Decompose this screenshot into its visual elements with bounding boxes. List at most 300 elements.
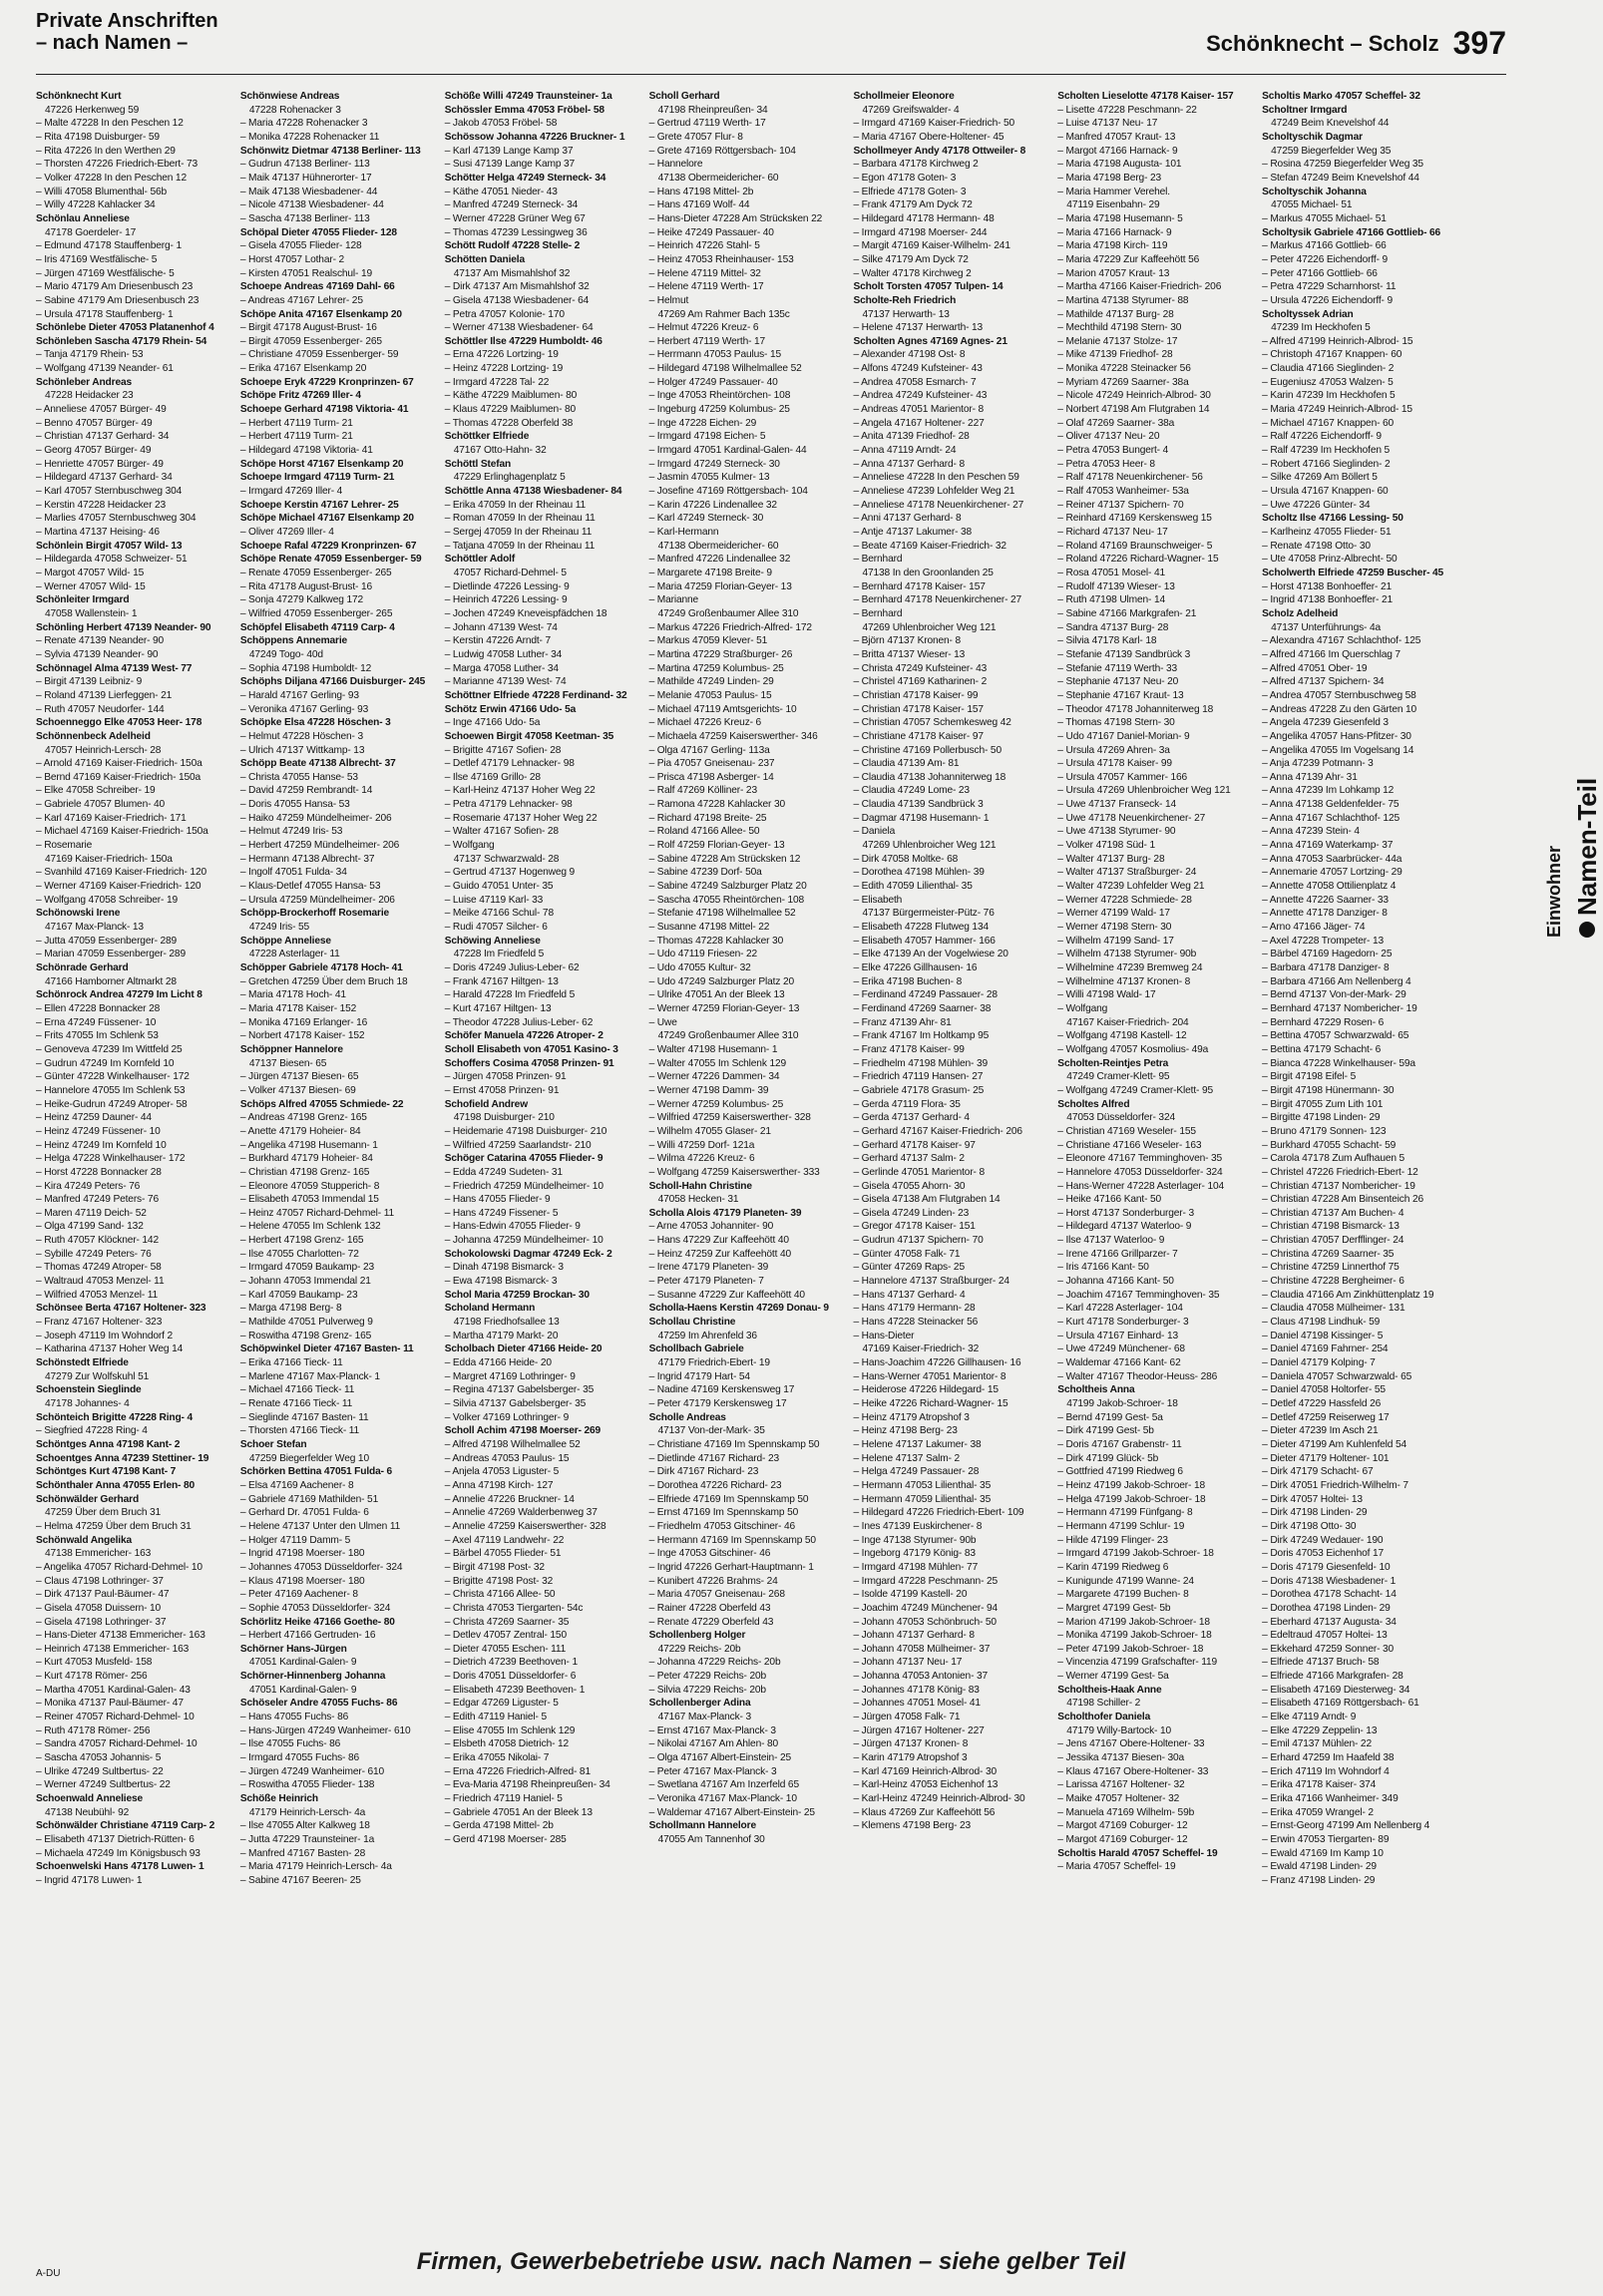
directory-entry: – Christine 47169 Pollerbusch- 50 (853, 744, 1002, 756)
directory-entry: Scholtes Alfred (1057, 1098, 1130, 1110)
directory-entry: – Antje 47137 Lakumer- 38 (853, 527, 973, 538)
directory-entry: – Elisabeth 47169 Diesterweg- 34 (1262, 1684, 1410, 1696)
directory-entry: – Markus 47166 Gottlieb- 66 (1262, 240, 1387, 252)
directory-entry: – Ingrid 47226 Gerhart-Hauptmann- 1 (648, 1561, 814, 1573)
directory-entry: – Heinz 47199 Jakob-Schroer- 18 (1057, 1479, 1205, 1491)
directory-entry: – Bernhard 47137 Nombericher- 19 (1262, 1002, 1417, 1014)
directory-entry: – Wolfgang 47057 Kosmolius- 49a (1057, 1043, 1209, 1055)
directory-entry: – Waldemar 47167 Albert-Einstein- 25 (648, 1806, 815, 1818)
directory-entry: – Maria 47228 Rohenacker 3 (239, 118, 368, 130)
directory-entry: – Gabriele 47178 Grasum- 25 (853, 1084, 985, 1096)
directory-entry: – Werner 47199 Wald- 17 (1057, 908, 1170, 920)
directory-entry: – Irmgard 47198 Eichen- 5 (648, 431, 766, 443)
directory-entry: – Daniela 47057 Schwarzwald- 65 (1262, 1370, 1412, 1382)
directory-entry: – Dirk 47058 Moltke- 68 (853, 853, 959, 865)
directory-entry: – Claudia 47139 Am- 81 (853, 758, 960, 770)
directory-entry: – Michael 47166 Tieck- 11 (239, 1384, 355, 1396)
directory-entry: Schönknecht Kurt (36, 91, 122, 102)
directory-entry: – Uwe 47178 Neuenkirchener- 27 (1057, 812, 1206, 824)
section-title (36, 10, 218, 54)
directory-entry: – Peter 47179 Planeten- 7 (648, 1276, 764, 1288)
section-title-line1: Private Anschriften (36, 10, 218, 32)
directory-entry: – Monika 47137 Paul-Bäumer- 47 (36, 1698, 184, 1710)
directory-entry: Schötten Daniela (444, 253, 525, 265)
directory-entry: Schönowski Irene (36, 908, 121, 920)
directory-entry: – Christian 47137 Gerhard- 34 (36, 431, 170, 443)
directory-entry: – Horst 47138 Bonhoeffer- 21 (1262, 580, 1392, 592)
directory-entry: – Annelie 47226 Bruckner- 14 (444, 1493, 575, 1505)
directory-entry: – Benno 47057 Bürger- 49 (36, 417, 153, 429)
directory-entry: – Werner 47249 Sultbertus- 22 (36, 1779, 171, 1791)
directory-entry: – Marianne (648, 594, 699, 606)
directory-entry: – Stephanie 47167 Kraut- 13 (1057, 689, 1184, 701)
directory-entry: 47137 Am Mismahlshof 32 (453, 267, 571, 279)
directory-entry: – Ingolf 47051 Fulda- 34 (239, 867, 347, 879)
directory-entry: – Erwin 47053 Tiergarten- 89 (1262, 1834, 1390, 1845)
directory-entry: – Edmund 47178 Stauffenberg- 1 (36, 240, 182, 252)
directory-entry: – Stefanie 47119 Werth- 33 (1057, 662, 1178, 674)
directory-entry: – Günter 47228 Winkelhauser- 172 (36, 1071, 190, 1083)
directory-entry: – Hannelore (648, 159, 703, 171)
directory-entry: – Anja 47239 Potmann- 3 (1262, 758, 1374, 770)
directory-entry: – Hans-Dieter 47138 Emmericher- 163 (36, 1630, 205, 1642)
footer-note: Firmen, Gewerbebetriebe usw. nach Namen – siehe gelber Teil (416, 2248, 1126, 2275)
directory-entry: – Heike 47166 Kant- 50 (1057, 1194, 1162, 1206)
directory-entry: – Peter 47167 Max-Planck- 3 (648, 1765, 777, 1777)
directory-entry: – Gerlinde 47051 Marientor- 8 (853, 1166, 985, 1178)
directory-entry: Schöpe Renate 47059 Essenberger- 59 (239, 554, 422, 566)
directory-entry: – Karl 47169 Kaiser-Friedrich- 171 (36, 812, 187, 824)
section-title-line2: – nach Namen – (36, 32, 189, 54)
directory-entry: – Thorsten 47166 Tieck- 11 (239, 1425, 360, 1437)
directory-entry: – Marga 47198 Berg- 8 (239, 1303, 342, 1315)
directory-entry: – Irmgard 47228 Peschmann- 25 (853, 1575, 999, 1587)
directory-entry: Schönthaler Anna 47055 Erlen- 80 (36, 1479, 196, 1491)
directory-entry: – Heike 47226 Richard-Wagner- 15 (853, 1398, 1008, 1409)
directory-entry: – Roman 47059 In der Rheinau 11 (444, 513, 596, 525)
directory-entry: – Hans 47179 Hermann- 28 (853, 1303, 976, 1315)
directory-entry: – Jutta 47059 Essenberger- 289 (36, 935, 178, 947)
directory-entry: – Jürgen 47058 Falk- 71 (853, 1712, 961, 1723)
directory-entry: – Gerhard 47178 Kaiser- 97 (853, 1139, 976, 1151)
directory-entry: – Haiko 47259 Mündelheimer- 206 (239, 812, 392, 824)
directory-entry: – Marlies 47057 Sternbuschweg 304 (36, 513, 197, 525)
directory-entry: – Annelie 47269 Walderbenweg 37 (444, 1507, 598, 1519)
directory-entry: – Volker 47169 Lothringer- 9 (444, 1411, 570, 1423)
directory-entry: – Irmgard 47059 Baukamp- 23 (239, 1262, 374, 1274)
directory-entry: – Roswitha 47198 Grenz- 165 (239, 1330, 372, 1341)
directory-entry: – Kunibert 47226 Brahms- 24 (648, 1575, 778, 1587)
directory-entry: – Gudrun 47137 Spichern- 70 (853, 1235, 984, 1247)
directory-entry: – Johanna 47166 Kant- 50 (1057, 1276, 1174, 1288)
directory-entry: Schönwitz Dietmar 47138 Berliner- 113 (239, 145, 421, 157)
directory-entry: – Claudia 47166 Am Zinkhüttenplatz 19 (1262, 1289, 1434, 1301)
directory-entry: – Detlef 47179 Lehnacker- 98 (444, 758, 575, 770)
directory-entry: 47198 Rheinpreußen- 34 (657, 104, 768, 116)
directory-entry: – Annette 47178 Danziger- 8 (1262, 908, 1388, 920)
directory-entry: – Bernhard 47178 Kaiser- 157 (853, 580, 986, 592)
directory-entry: – Inge 47138 Styrumer- 90b (853, 1534, 977, 1546)
directory-entry: – Elsa 47169 Aachener- 8 (239, 1479, 354, 1491)
directory-entry: – Hildegard 47137 Waterloo- 9 (1057, 1221, 1192, 1233)
directory-entry: – Wolfgang 47198 Kastell- 12 (1057, 1030, 1187, 1042)
directory-entry: – Olaf 47269 Saarner- 38a (1057, 417, 1175, 429)
directory-entry: – Dirk 47051 Friedrich-Wilhelm- 7 (1262, 1479, 1408, 1491)
directory-entry: – Dagmar 47198 Husemann- 1 (853, 812, 990, 824)
directory-entry: – Helene 47137 Unter den Ulmen 11 (239, 1520, 401, 1532)
directory-entry: 47137 Von-der-Mark- 35 (657, 1425, 765, 1437)
directory-entry: – Birgit 47139 Leibniz- 9 (36, 676, 143, 688)
directory-entry: – Sylvia 47139 Neander- 90 (36, 648, 159, 660)
directory-entry: 47138 Neubühl- 92 (45, 1806, 130, 1818)
directory-entry: – Thomas 47249 Atroper- 58 (36, 1262, 162, 1274)
directory-entry: – Erika 47055 Nikolai- 7 (444, 1752, 550, 1764)
directory-entry: – Peter 47169 Aachener- 8 (239, 1589, 358, 1601)
directory-entry: – Margot 47057 Wild- 15 (36, 567, 145, 578)
directory-entry: – Irmgard 47198 Moerser- 244 (853, 226, 988, 238)
directory-entry: 47279 Zur Wolfskuhl 51 (45, 1370, 150, 1382)
directory-entry: 47058 Wallenstein- 1 (45, 607, 138, 619)
directory-entry: – Käthe 47051 Nieder- 43 (444, 186, 558, 197)
directory-entry: – Doris 47051 Düsseldorfer- 6 (444, 1671, 577, 1683)
directory-entry: – Hermann 47169 Im Spennskamp 50 (648, 1534, 816, 1546)
directory-entry: – Marion 47199 Jakob-Schroer- 18 (1057, 1616, 1210, 1628)
directory-entry: 47269 Uhlenbroicher Weg 121 (862, 621, 997, 633)
directory-entry: – Käthe 47229 Maiblumen- 80 (444, 390, 578, 402)
directory-entry: – Detlev 47057 Zentral- 150 (444, 1630, 567, 1642)
directory-entry: – Renate 47229 Oberfeld 43 (648, 1616, 774, 1628)
directory-entry: – Gudrun 47138 Berliner- 113 (239, 159, 370, 171)
directory-entry: – Hans-Werner 47228 Asterlager- 104 (1057, 1180, 1225, 1192)
directory-entry: – Willy 47228 Kahlacker 34 (36, 199, 156, 211)
directory-entry: – Irmgard 47199 Jakob-Schroer- 18 (1057, 1548, 1214, 1560)
directory-entry: – Erna 47226 Friedrich-Alfred- 81 (444, 1765, 591, 1777)
directory-entry: – Bianca 47228 Winkelhauser- 59a (1262, 1057, 1415, 1069)
directory-entry: – Christian 47228 Am Binsenteich 26 (1262, 1194, 1423, 1206)
directory-entry: – Grete 47169 Röttgersbach- 104 (648, 145, 796, 157)
directory-entry: – Dieter 47239 Im Asch 21 (1262, 1425, 1379, 1437)
directory-entry: – Maik 47137 Hühnerorter- 17 (239, 172, 372, 184)
directory-entry: – Helmut 47228 Höschen- 3 (239, 730, 363, 742)
directory-entry: – Ewald 47198 Linden- 29 (1262, 1861, 1377, 1873)
directory-entry: – Erika 47198 Buchen- 8 (853, 975, 963, 987)
directory-entry: – Roswitha 47055 Flieder- 138 (239, 1779, 375, 1791)
directory-entry: – Stefanie 47198 Wilhelmallee 52 (648, 908, 796, 920)
directory-entry: – Maria 47057 Gneisenau- 268 (648, 1589, 785, 1601)
directory-entry: – Ursula 47057 Kammer- 166 (1057, 771, 1188, 783)
directory-entry: 47229 Erlinghagenplatz 5 (453, 472, 566, 484)
directory-entry: – Hans 47137 Gerhard- 4 (853, 1289, 966, 1301)
directory-entry: – Gisela 47058 Duissern- 10 (36, 1602, 162, 1614)
directory-entry: – Willi 47058 Blumenthal- 56b (36, 186, 167, 197)
directory-entry: – Roland 47169 Braunschweiger- 5 (1057, 540, 1213, 552)
directory-entry: – Hermann 47199 Schlur- 19 (1057, 1520, 1185, 1532)
directory-entry: – Margot 47169 Coburger- 12 (1057, 1820, 1188, 1832)
directory-entry: – Sascha 47055 Rheintörchen- 108 (648, 894, 805, 906)
directory-entry: – Udo 47055 Kultur- 32 (648, 962, 751, 973)
directory-entry: – Ruth 47178 Römer- 256 (36, 1724, 151, 1736)
directory-entry: – Nikolai 47167 Am Ahlen- 80 (648, 1738, 779, 1750)
directory-entry: – Dirk 47198 Otto- 30 (1262, 1520, 1357, 1532)
directory-entry: – Susanne 47229 Zur Kaffeehött 40 (648, 1289, 805, 1301)
directory-entry: – Michaela 47249 Im Königsbusch 93 (36, 1847, 200, 1859)
directory-entry: – Ralf 47053 Wanheimer- 53a (1057, 486, 1189, 498)
directory-entry: – Hermann 47053 Lilienthal- 35 (853, 1479, 992, 1491)
directory-entry: Scholl Elisabeth von 47051 Kasino- 3 (444, 1043, 618, 1055)
directory-entry: – Erika 47178 Kaiser- 374 (1262, 1779, 1377, 1791)
directory-entry: Schött Rudolf 47228 Stelle- 2 (444, 240, 581, 252)
directory-entry: – Ruth 47057 Klöckner- 142 (36, 1235, 159, 1247)
directory-entry: – Silvia 47137 Gabelsberger- 35 (444, 1398, 587, 1409)
directory-entry: Schötz Erwin 47166 Udo- 5a (444, 703, 577, 715)
directory-entry: – Beate 47169 Kaiser-Friedrich- 32 (853, 540, 1006, 552)
directory-entry: – Nicole 47138 Wiesbadener- 44 (239, 199, 384, 211)
directory-entry: – Ralf 47226 Eichendorff- 9 (1262, 431, 1382, 443)
directory-entry: – Axel 47228 Trompeter- 13 (1262, 935, 1384, 947)
directory-entry: – Herbert 47119 Turm- 21 (239, 417, 353, 429)
directory-entry: 47167 Max-Planck- 3 (657, 1712, 751, 1723)
directory-entry: – Andrea 47058 Esmarch- 7 (853, 376, 977, 388)
directory-entry: – Franz 47178 Kaiser- 99 (853, 1043, 965, 1055)
directory-entry: Schönrade Gerhard (36, 962, 129, 973)
directory-entry: – Gisela 47198 Lothringer- 37 (36, 1616, 167, 1628)
directory-entry: – Claudia 47249 Lome- 23 (853, 785, 970, 797)
directory-entry: Schofield Andrew (444, 1098, 528, 1110)
directory-entry: – Christian 47178 Kaiser- 157 (853, 703, 984, 715)
directory-entry: – Monika 47169 Erlanger- 16 (239, 1016, 368, 1028)
directory-entry: – Volker 47228 In den Peschen 12 (36, 172, 187, 184)
directory-entry: – Alexandra 47167 Schlachthof- 125 (1262, 635, 1421, 647)
directory-entry: – Michaela 47259 Kaiserswerther- 346 (648, 730, 818, 742)
directory-entry: Schöpal Dieter 47055 Flieder- 128 (239, 226, 397, 238)
directory-entry: – Birgit 47178 August-Brust- 16 (239, 322, 377, 334)
directory-entry: – Dirk 47137 Paul-Bäumer- 47 (36, 1589, 170, 1601)
directory-entry: 47229 Reichs- 20b (657, 1643, 741, 1655)
directory-entry: – Dirk 47167 Richard- 23 (648, 1466, 759, 1478)
directory-entry: Schötter Helga 47249 Sterneck- 34 (444, 172, 606, 184)
directory-entry: – Eva-Maria 47198 Rheinpreußen- 34 (444, 1779, 610, 1791)
directory-entry: – Roland 47139 Lierfeggen- 21 (36, 689, 173, 701)
directory-entry: Schönnagel Alma 47139 West- 77 (36, 662, 193, 674)
directory-entry: – Rainer 47228 Oberfeld 43 (648, 1602, 771, 1614)
directory-entry: – Johanna 47229 Reichs- 20b (648, 1657, 781, 1669)
directory-entry: – Dirk 47137 Am Mismahlshof 32 (444, 281, 590, 293)
directory-entry: – Anna 47167 Schlachthof- 125 (1262, 812, 1400, 824)
directory-entry: – Wilhelm 47138 Styrumer- 90b (1057, 949, 1197, 960)
section-tab-label-small: Einwohner (1544, 845, 1564, 938)
directory-entry: Schollenberger Adina (648, 1698, 751, 1710)
directory-entry: – Martha 47051 Kardinal-Galen- 43 (36, 1684, 191, 1696)
directory-entry: – Ingeburg 47259 Kolumbus- 25 (648, 404, 790, 416)
directory-entry: – Ralf 47178 Neuenkirchener- 56 (1057, 472, 1203, 484)
directory-entry: – Guido 47051 Unter- 35 (444, 881, 554, 893)
directory-entry: – Angela 47239 Giesenfeld 3 (1262, 717, 1389, 729)
directory-entry: – Uwe 47137 Franseck- 14 (1057, 799, 1177, 811)
directory-entry: – Kurt 47167 Hiltgen- 13 (444, 1002, 552, 1014)
directory-entry: 47249 Großenbaumer Allee 310 (657, 1030, 799, 1042)
directory-entry: – Monika 47228 Rohenacker 11 (239, 131, 380, 143)
directory-entry: Schönleiter Irmgard (36, 594, 130, 606)
directory-entry: – Kerstin 47226 Arndt- 7 (444, 635, 551, 647)
directory-entry: – Rolf 47259 Florian-Geyer- 13 (648, 840, 785, 852)
directory-entry: 47199 Jakob-Schroer- 18 (1066, 1398, 1178, 1409)
directory-entry: Schöpfel Elisabeth 47119 Carp- 4 (239, 621, 395, 633)
directory-entry: Schönleber Andreas (36, 376, 132, 388)
directory-entry: Schönwälder Gerhard (36, 1493, 140, 1505)
directory-entry: – Friedrich 47119 Haniel- 5 (444, 1793, 563, 1805)
directory-entry: – Maike 47057 Holtener- 32 (1057, 1793, 1180, 1805)
directory-entry: – Dorothea 47198 Linden- 29 (1262, 1602, 1391, 1614)
directory-entry: – Elfriede 47169 Im Spennskamp 50 (648, 1493, 809, 1505)
directory-entry: – Elisabeth 47053 Immendal 15 (239, 1194, 379, 1206)
directory-entry: – Doris 47167 Grabenstr- 11 (1057, 1438, 1182, 1450)
directory-entry: – Herbert 47259 Mündelheimer- 206 (239, 840, 400, 852)
directory-entry: Schoenwelski Hans 47178 Luwen- 1 (36, 1861, 204, 1873)
directory-entry: – Walter 47239 Lohfelder Weg 21 (1057, 881, 1205, 893)
directory-entry: 47138 Obermeidericher- 60 (657, 172, 779, 184)
directory-entry: – Johann 47139 West- 74 (444, 621, 558, 633)
directory-entry: – Renate 47059 Essenberger- 265 (239, 567, 392, 578)
directory-entry: – Wilhelmine 47137 Kronen- 8 (1057, 975, 1191, 987)
directory-entry: – Christian 47169 Weseler- 155 (1057, 1125, 1196, 1137)
directory-entry: Scholtysik Gabriele 47166 Gottlieb- 66 (1262, 226, 1441, 238)
directory-entry: – Arne 47053 Johanniter- 90 (648, 1221, 774, 1233)
directory-entry: 47138 In den Groonlanden 25 (862, 567, 994, 578)
directory-entry: – Dietlinde 47167 Richard- 23 (648, 1452, 780, 1464)
directory-entry: Scholl-Hahn Christine (648, 1180, 752, 1192)
directory-entry: – Rudi 47057 Silcher- 6 (444, 922, 548, 934)
directory-entry: Scholtis Marko 47057 Scheffel- 32 (1262, 91, 1420, 102)
directory-entry: – Gerd 47198 Moerser- 285 (444, 1834, 567, 1845)
directory-entry: Schössler Emma 47053 Fröbel- 58 (444, 104, 604, 116)
directory-entry: Schöttler Adolf (444, 554, 516, 566)
directory-entry: – Hans-Joachim 47226 Gillhausen- 16 (853, 1357, 1021, 1369)
directory-entry: – Hermann 47199 Fünfgang- 8 (1057, 1507, 1193, 1519)
directory-entry: – Ernst-Georg 47199 Am Nellenberg 4 (1262, 1820, 1430, 1832)
directory-entry: – Michael 47169 Kaiser-Friedrich- 150a (36, 826, 208, 838)
directory-entry: – Herbert 47198 Grenz- 165 (239, 1235, 364, 1247)
directory-entry: – Dirk 47249 Wedauer- 190 (1262, 1534, 1384, 1546)
directory-entry: Schoepe Kerstin 47167 Lehrer- 25 (239, 499, 399, 511)
directory-entry: – Karin 47226 Lindenallee 32 (648, 499, 777, 511)
directory-entry: – Elisabeth 47169 Röttgersbach- 61 (1262, 1698, 1419, 1710)
directory-entry: – Johanna 47259 Mündelheimer- 10 (444, 1235, 603, 1247)
directory-entry: – Roland 47226 Richard-Wagner- 15 (1057, 554, 1219, 566)
directory-entry: – Rosa 47051 Mosel- 41 (1057, 567, 1165, 578)
directory-entry: Schöße Willi 47249 Traunsteiner- 1a (444, 91, 612, 102)
directory-entry: – Hannelore 47055 Im Schlenk 53 (36, 1084, 186, 1096)
directory-entry: 47179 Friedrich-Ebert- 19 (657, 1357, 770, 1369)
directory-entry: 47055 Michael- 51 (1271, 199, 1353, 211)
directory-entry: 47198 Friedhofsallee 13 (453, 1317, 560, 1329)
directory-entry: Schöphs Diljana 47166 Duisburger- 245 (239, 676, 426, 688)
directory-entry: Schöppner Hannelore (239, 1043, 343, 1055)
directory-entry: Schoepe Rafal 47229 Kronprinzen- 67 (239, 540, 417, 552)
directory-entry: Schönling Herbert 47139 Neander- 90 (36, 621, 211, 633)
directory-entry: Schönrock Andrea 47279 Im Licht 8 (36, 989, 202, 1001)
directory-entry: 47138 Obermeidericher- 60 (657, 540, 779, 552)
directory-entry: – Christine 47259 Linnerthof 75 (1262, 1262, 1400, 1274)
directory-entry: – Uwe 47138 Styrumer- 90 (1057, 826, 1176, 838)
directory-entry: – Manuela 47169 Wilhelm- 59b (1057, 1806, 1195, 1818)
directory-column-2 (240, 90, 437, 2224)
directory-entry: – Anna 47169 Waterkamp- 37 (1262, 840, 1394, 852)
directory-entry: – Anita 47139 Friedhof- 28 (853, 431, 970, 443)
directory-entry: 47169 Kaiser-Friedrich- 150a (45, 853, 173, 865)
directory-entry: – Sabine 47249 Salzburger Platz 20 (648, 881, 807, 893)
directory-entry: – Edeltraud 47057 Holtei- 13 (1262, 1630, 1388, 1642)
directory-entry: – Christa 47055 Hanse- 53 (239, 771, 358, 783)
directory-entry: – Thomas 47239 Lessingweg 36 (444, 226, 588, 238)
directory-entry: Schöpp Beate 47138 Albrecht- 37 (239, 758, 396, 770)
directory-entry: – Birgit 47059 Essenberger- 265 (239, 335, 382, 347)
directory-entry: – Christa 47053 Tiergarten- 54c (444, 1602, 584, 1614)
directory-entry: Scholtner Irmgard (1262, 104, 1348, 116)
directory-entry: – Svanhild 47169 Kaiser-Friedrich- 120 (36, 867, 206, 879)
directory-entry: Schöße Heinrich (239, 1793, 318, 1805)
directory-entry: Schollbach Gabriele (648, 1343, 744, 1355)
directory-entry: – Karl-Heinz 47053 Eichenhof 13 (853, 1779, 999, 1791)
directory-entry: Schoewen Birgit 47058 Keetman- 35 (444, 730, 614, 742)
directory-entry: Schöttker Elfriede (444, 431, 530, 443)
directory-entry: – Iris 47166 Kant- 50 (1057, 1262, 1149, 1274)
directory-entry: – Ilse 47055 Charlotten- 72 (239, 1248, 359, 1260)
directory-entry: – Gudrun 47249 Im Kornfeld 10 (36, 1057, 175, 1069)
directory-entry: – Sandra 47137 Burg- 28 (1057, 621, 1169, 633)
directory-entry: – Johanna 47053 Antonien- 37 (853, 1671, 989, 1683)
directory-entry: – Anni 47137 Gerhard- 8 (853, 513, 962, 525)
directory-entry: – Margret 47199 Gest- 5b (1057, 1602, 1171, 1614)
directory-entry: – Rosina 47259 Biegerfelder Weg 35 (1262, 159, 1423, 171)
directory-column-3 (445, 90, 641, 2224)
directory-entry: Schönleben Sascha 47179 Rhein- 54 (36, 335, 207, 347)
directory-entry: – Barbara 47178 Danziger- 8 (1262, 962, 1390, 973)
directory-entry: – Joachim 47167 Temminghoven- 35 (1057, 1289, 1220, 1301)
directory-entry: – Björn 47137 Kronen- 8 (853, 635, 961, 647)
directory-entry: – Angelika 47057 Hans-Pfitzer- 30 (1262, 730, 1411, 742)
directory-entry: – Sabine 47239 Dorf- 50a (648, 867, 762, 879)
directory-entry: – Heinz 47249 Füssener- 10 (36, 1125, 161, 1137)
directory-entry: – Angelika 47055 Im Vogelsang 14 (1262, 744, 1414, 756)
directory-entry: – Jürgen 47137 Biesen- 65 (239, 1071, 359, 1083)
directory-entry: – Hans 47169 Wolf- 44 (648, 199, 750, 211)
directory-entry: – Birgit 47198 Hünermann- 30 (1262, 1084, 1395, 1096)
directory-entry: Schöttle Anna 47138 Wiesbadener- 84 (444, 486, 622, 498)
directory-entry: – Thomas 47228 Kahlacker 30 (648, 935, 784, 947)
directory-entry: – Gerhard 47137 Salm- 2 (853, 1153, 965, 1165)
directory-entry: – Anneliese 47057 Bürger- 49 (36, 404, 167, 416)
directory-column-5 (853, 90, 1049, 2224)
directory-entry: – Gerda 47119 Flora- 35 (853, 1098, 961, 1110)
directory-entry: – Hildegard 47226 Friedrich-Ebert- 109 (853, 1507, 1024, 1519)
directory-entry: – Ilse 47055 Fuchs- 86 (239, 1738, 341, 1750)
directory-entry: – Ines 47139 Euskirchener- 8 (853, 1520, 983, 1532)
directory-entry: – Ramona 47228 Kahlacker 30 (648, 799, 785, 811)
directory-entry: – Wilhelm 47055 Glaser- 21 (648, 1125, 771, 1137)
directory-entry: – Werner 47259 Kolumbus- 25 (648, 1098, 784, 1110)
directory-entry: Schönlau Anneliese (36, 212, 130, 224)
directory-entry: – Ulrike 47051 An der Bleek 13 (648, 989, 785, 1001)
directory-entry: – Martha 47166 Kaiser-Friedrich- 206 (1057, 281, 1222, 293)
directory-entry: Schöger Catarina 47055 Flieder- 9 (444, 1153, 603, 1165)
directory-entry: – Burkhard 47055 Schacht- 59 (1262, 1139, 1397, 1151)
directory-entry: – Anna 47139 Ahr- 31 (1262, 771, 1358, 783)
directory-entry: – Oliver 47269 Iller- 4 (239, 527, 334, 538)
directory-entry: – Anna 47137 Gerhard- 8 (853, 458, 965, 470)
directory-entry: – Jens 47167 Obere-Holtener- 33 (1057, 1738, 1205, 1750)
directory-entry: – Willi 47259 Dorf- 121a (648, 1139, 755, 1151)
directory-entry: – Markus 47226 Friedrich-Alfred- 172 (648, 621, 812, 633)
